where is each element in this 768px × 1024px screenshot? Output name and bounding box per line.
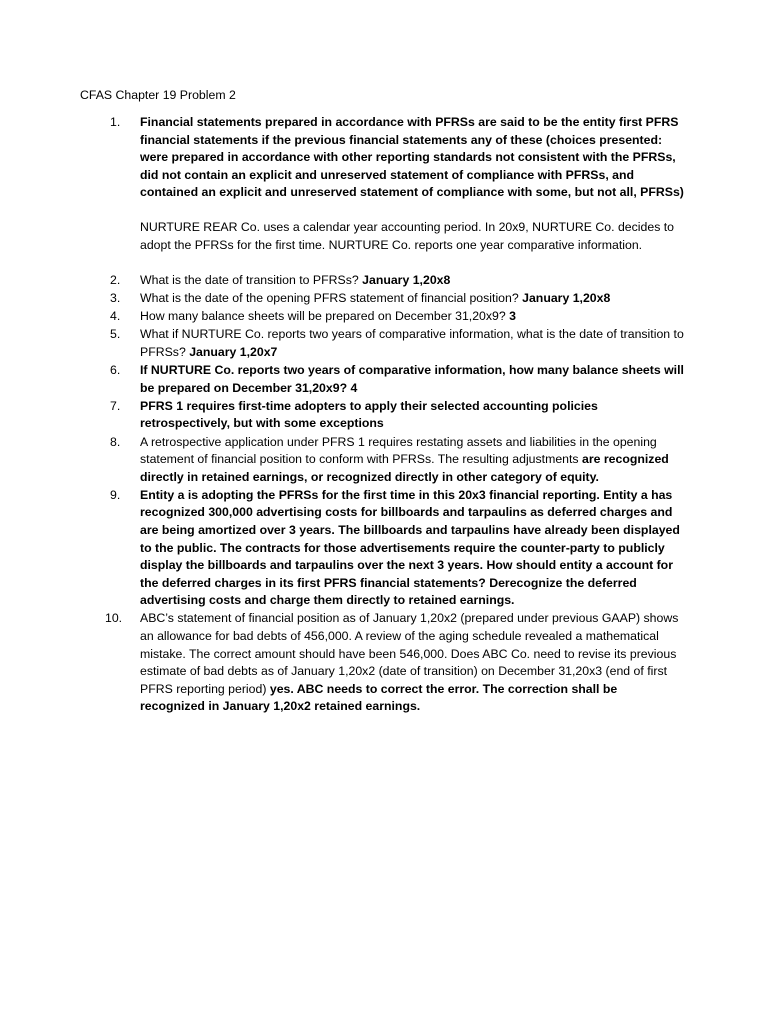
item-answer: Entity a is adopting the PFRSs for the first time in this 20x3 financial reporting. Entity a has recognized 300,000 advertising costs for billboards and tarpaulins as deferred charges and are being amortized over 3 years. The billboards and tarpaulins have already been displayed to the public. The contracts for those advertisements require the counter-party to publicly display the billboards and tarpaulins over the next 3 years. How should entity a account for the deferred charges in its first PFRS financial statements? Derecognize the deferred advertising costs and charge them directly to retained earnings. [140,487,680,608]
list-item [79,290,684,308]
item-number: 4. [110,309,121,324]
document-title: CFAS Chapter 19 Problem 2 [80,88,236,102]
item-question: How many balance sheets will be prepared on December 31,20x9? [140,309,510,324]
item-answer: yes. ABC needs to correct the error. The correction shall be recognized in January 1,20x2 retained earnings. [140,681,618,714]
question-list [79,114,684,717]
item-question: What if NURTURE Co. reports two years of comparative information, what is the date of transition to PFRSs? [140,327,684,360]
list-item [79,434,684,487]
item-question: ABC’s statement of financial position as of January 1,20x2 (prepared under previous GAAP) shows an allowance for bad debts of 456,000. A review of the aging schedule revealed a mathematical mistake. The correct amount should have been 546,000. Does ABC Co. need to revise its previous estimate of bad debts as of January 1,20x2 (date of transition) on December 31,20x3 (end of first PFRS reporting period) [140,611,679,696]
list-item [79,308,684,326]
item-number: 5. [110,327,121,342]
item-answer: are recognized directly in retained earnings, or recognized directly in other category of equity. [140,452,669,484]
item-number: 1. [110,115,121,129]
list-item [79,362,684,397]
item-number: 6. [110,363,121,378]
intro-paragraph: NURTURE REAR Co. uses a calendar year accounting period. In 20x9, NURTURE Co. decides to adopt the PFRSs for the first time. NURTURE Co. reports one year comparative information. [140,220,675,253]
list-item [79,610,684,716]
list-item [79,487,684,610]
item-question: What is the date of the opening PFRS statement of financial position? [140,291,523,306]
item-answer: January 1,20x8 [522,291,611,306]
list-item [79,114,684,202]
item-answer: Financial statements prepared in accordance with PFRSs are said to be the entity first PFRS financial statements if the previous financial statements any of these (choices presented: were prepared in accordance with other reporting standards not consistent with the PFRSs, did not contain an explicit and unreserved statement of compliance with PFRSs, and contained an explicit and unreserved statement of compliance with some, but not all, PFRSs) [140,115,684,200]
item-answer: January 1,20x8 [362,273,451,288]
item-number: 2. [110,273,121,288]
item-answer: PFRS 1 requires first-time adopters to apply their selected accounting policies retrospectively, but with some exceptions [140,398,598,431]
item-question: What is the date of transition to PFRSs? [140,273,363,288]
item-number: 7. [110,398,121,413]
list-item [79,398,684,433]
item-number: 9. [110,487,121,502]
item-answer: 3 [509,309,516,324]
item-number: 3. [110,291,121,306]
list-item [79,272,684,290]
item-answer: January 1,20x7 [189,345,278,360]
item-answer: If NURTURE Co. reports two years of comparative information, how many balance sheets will be prepared on December 31,20x9? 4 [140,363,684,395]
item-number: 8. [110,434,121,449]
item-question: A retrospective application under PFRS 1 requires restating assets and liabilities in the opening statement of financial position to conform with PFRSs. The resulting adjustments [140,434,657,467]
list-item [79,326,684,361]
item-number: 10. [105,611,123,626]
